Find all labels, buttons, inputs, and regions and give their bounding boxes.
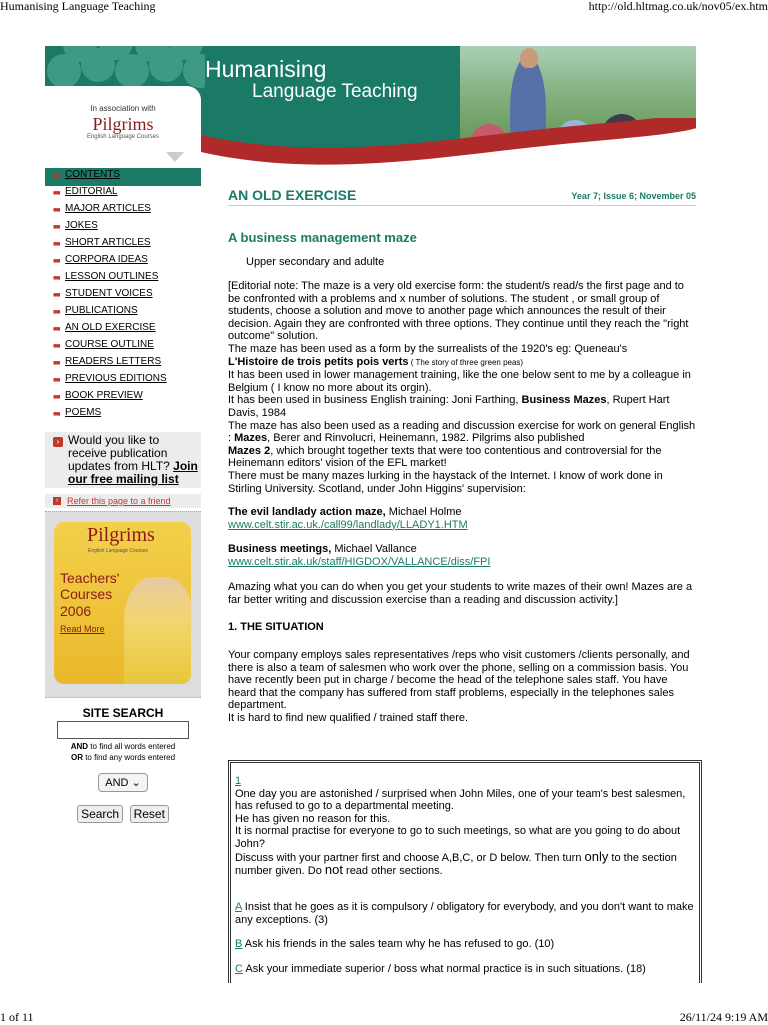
sidebar-item-book-preview[interactable] [45,389,201,406]
sidebar-item-label[interactable]: MAJOR ARTICLES [65,203,151,214]
sidebar-item-contents[interactable] [45,168,201,185]
sidebar-item-corpora-ideas[interactable] [45,253,201,270]
bullet-icon: ■■ [53,207,60,214]
situation-heading: 1. THE SITUATION [228,621,324,633]
hint-and-keyword: AND [70,742,89,751]
banner-red-wave [201,118,696,186]
sidebar-item-jokes[interactable] [45,219,201,236]
reference-2 [228,543,696,568]
queneau-title: L'Histoire de trois petits pois verts [228,355,409,368]
maze-instruction-not: not [324,862,343,878]
ad-line3: 2006 [60,603,92,619]
teachers-courses-ad[interactable] [54,522,191,684]
search-mode-select[interactable] [98,773,148,792]
chevron-down-icon: ⌄ [131,777,141,789]
business-mazes-title: Business Mazes [521,394,607,407]
print-header [0,0,768,14]
maze-text-1: One day you are astonished / surprised when John Miles, one of your team's best salesmen, has refused to go to a departmental meeting. [235,787,686,813]
option-a-text: Insist that he goes as it is compulsory / obligatory for everybody, and you don't want to make any exceptions. (3) [235,901,694,926]
ad-photo [124,577,191,684]
sidebar-item-label[interactable]: JOKES [65,220,98,231]
bullet-icon: ■■ [53,275,60,282]
sidebar-item-label[interactable]: EDITORIAL [65,186,118,197]
ref2-title: Business meetings, [228,543,332,555]
search-input[interactable] [57,721,189,739]
mailing-list-link[interactable]: Join our free mailing list [68,459,198,486]
article-title: A business management maze [228,230,417,245]
section-title: AN OLD EXERCISE [228,187,357,203]
ad-logo: Pilgrims [87,524,155,546]
bullet-icon: ■■ [53,343,60,350]
mailing-list-box [45,432,201,488]
print-datetime: 26/11/24 9:19 AM [679,1010,768,1024]
sidebar-item-previous-editions[interactable] [45,372,201,389]
maze-instruction-a: Discuss with your partner first and choose A,B,C, or D below. Then turn [235,851,585,864]
site-search [45,706,201,823]
general-english-text: The maze has also been used as a reading and discussion exercise for work on general English : [228,419,696,445]
sidebar-item-short-articles[interactable] [45,236,201,253]
hint-and-text: to find all words entered [88,742,176,751]
sidebar-item-label[interactable]: POEMS [65,407,102,418]
surrealists-text: The maze has been used as a form by the surrealists of the 1920's eg: Queneau's [228,342,628,355]
ref2-link[interactable]: www.celt.stir.ak.uk/staff/HIGDOX/VALLANCE/diss/FPI [228,555,491,568]
search-button[interactable]: Search [77,805,123,823]
article-level: Upper secondary and adulte [246,256,385,268]
section-number-link[interactable]: 1 [235,775,242,787]
sidebar-item-an-old-exercise[interactable] [45,321,201,338]
refer-link[interactable]: Refer this page to a friend [67,496,171,506]
refer-box [45,494,201,508]
ref1-link[interactable]: www.celt.stir.ac.uk./call99/landlady/LLADY1.HTM [228,518,468,531]
sidebar-item-label[interactable]: PUBLICATIONS [65,305,138,316]
ad-read-more-link[interactable]: Read More [60,624,105,634]
association-text: In association with [90,104,156,113]
ad-line1: Teachers' [60,570,120,586]
sidebar-item-label[interactable]: COURSE OUTLINE [65,339,154,350]
option-b-link[interactable]: B [235,938,243,950]
ad-panel [45,511,201,698]
sidebar-item-label[interactable]: AN OLD EXERCISE [65,322,156,333]
maze-section-box [228,760,702,983]
arrow-right-icon: › [53,437,63,447]
reference-1 [228,506,696,531]
pilgrims-logo-subtitle: English Language Courses [86,134,160,140]
option-a-link[interactable]: A [235,901,242,913]
mailing-text [68,434,198,486]
queneau-translation: ( The story of three green peas) [408,357,524,367]
bullet-icon: ■■ [53,224,60,231]
sidebar-item-editorial[interactable] [45,185,201,202]
option-a [235,901,695,926]
bullet-icon: ■■ [53,173,60,180]
sidebar-item-major-articles[interactable] [45,202,201,219]
mazes-title: Mazes [234,432,268,445]
search-hint [45,741,201,763]
maze-instruction-c: to the section number given. Do [235,851,677,878]
sidebar-item-course-outline[interactable] [45,338,201,355]
issue-info: Year 7; Issue 6; November 05 [571,191,696,201]
maze-instruction-only: only [584,848,609,864]
sidebar-item-publications[interactable] [45,304,201,321]
option-c-text: Ask your immediate superior / boss what normal practice is in such situations. (18) [242,963,646,975]
ref1-author: Michael Holme [385,506,462,518]
bullet-icon: ■■ [53,411,60,418]
bullet-icon: ■■ [53,292,60,299]
option-c [235,963,695,976]
bullet-icon: ■■ [53,241,60,248]
reset-button[interactable]: Reset [130,805,169,823]
bullet-icon: ■■ [53,309,60,316]
sidebar-item-label[interactable]: LESSON OUTLINES [65,271,159,282]
banner-title-line1: Humanising [205,56,327,82]
hint-or-keyword: OR [70,753,83,762]
sidebar-item-label[interactable]: BOOK PREVIEW [65,390,143,401]
pilgrims-logo: Pilgrims [92,114,154,134]
arrow-right-icon: › [53,497,61,505]
maze-text-3: It is normal practise for everyone to go to such meetings, so what are you going to do about John? [235,825,681,850]
sidebar-item-lesson-outlines[interactable] [45,270,201,287]
sidebar-item-label[interactable]: READERS LETTERS [65,356,162,367]
option-c-link[interactable]: C [235,963,243,975]
business-mazes-publisher: , Rupert Hart Davis, 1984 [228,394,670,419]
business-english-text: It has been used in business English training: Joni Farthing, [228,394,522,407]
bullet-icon: ■■ [53,190,60,197]
editorial-paragraph [228,280,696,495]
divider [228,205,696,206]
print-title: Humanising Language Teaching [0,0,156,13]
situation-text: Your company employs sales representatives /reps who visit customers /clients personally, and there is also a team of salesmen who work over the phone, selling on a commission basis. You have recently been put in charge / become the head of the telephone sales staff. You have heard that the company has suffered from staff problems, especially in the telephones sales department. [228,649,690,712]
situation-paragraph [228,649,696,725]
sidebar-item-poems[interactable] [45,406,201,423]
sidebar-item-label[interactable]: STUDENT VOICES [65,288,153,299]
closing-paragraph: Amazing what you can do when you get your students to write mazes of their own! Mazes are a far better writing and discussion exercise than a reading and discussion activity.] [228,581,693,606]
bullet-icon: ■■ [53,326,60,333]
sidebar-item-readers-letters[interactable] [45,355,201,372]
print-url: http://old.hltmag.co.uk/nov05/ex.htm [588,0,768,13]
search-mode-value: AND [105,777,129,789]
maze-text-2: He has given no reason for this. [235,812,391,825]
banner-decoration [45,46,205,88]
bullet-icon: ■■ [53,360,60,367]
bullet-icon: ■■ [53,258,60,265]
sidebar-item-label[interactable]: PREVIOUS EDITIONS [65,373,167,384]
ref2-author: Michael Vallance [331,543,417,555]
mailing-question: Would you like to receive publication updates from HLT? [68,433,170,473]
mazes2-title: Mazes 2 [228,444,271,457]
maze-section-1 [235,775,695,878]
editorial-note: [Editorial note: The maze is a very old exercise form: the student/s read/s the first page and to be confronted with a problems and x number of solutions. The student , or small group of students, choose a solution and move to another page which announces the result of their decision. Again they are confronted with three options. They continue until they reach the "right outcome" solution. [228,280,689,343]
sidebar-item-label[interactable]: CORPORA IDEAS [65,254,148,265]
ref1-title: The evil landlady action maze, [228,506,386,518]
sidebar-item-student-voices[interactable] [45,287,201,304]
down-arrow-icon [166,152,184,162]
banner-title-line2: Language Teaching [252,81,418,102]
page-count: 1 of 11 [0,1010,34,1024]
situation-text-2: It is hard to find new qualified / trained staff there. [228,711,469,724]
option-b [235,938,695,951]
hint-or-text: to find any words entered [82,753,176,762]
sidebar-nav [45,168,201,423]
sidebar-item-label[interactable]: SHORT ARTICLES [65,237,151,248]
internet-mazes-text: There must be many mazes lurking in the haystack of the Internet. I know of work done in Stirling University. Scotland, under John Higgins' supervision: [228,469,663,495]
management-training-text: It has been used in lower management training, like the one below sent to me by a colleague in Belgium ( I know no more about its orgin). [228,369,691,394]
search-title: SITE SEARCH [82,706,164,720]
bullet-icon: ■■ [53,394,60,401]
maze-instruction-e: read other sections. [342,865,443,878]
ad-logo-subtitle: English Language Courses [88,548,149,554]
mazes-publisher: , Berer and Rinvolucri, Heinemann, 1982. Pilgrims also published [267,432,585,445]
bullet-icon: ■■ [53,377,60,384]
mazes2-text: , which brought together texts that were too contentious and controversial for the Heinemann editors' vision of the EFL market! [228,444,662,470]
ad-line2: Courses [60,586,113,602]
option-b-text: Ask his friends in the sales team why he has refused to go. (10) [242,938,555,950]
sidebar-item-label[interactable]: CONTENTS [65,169,120,180]
